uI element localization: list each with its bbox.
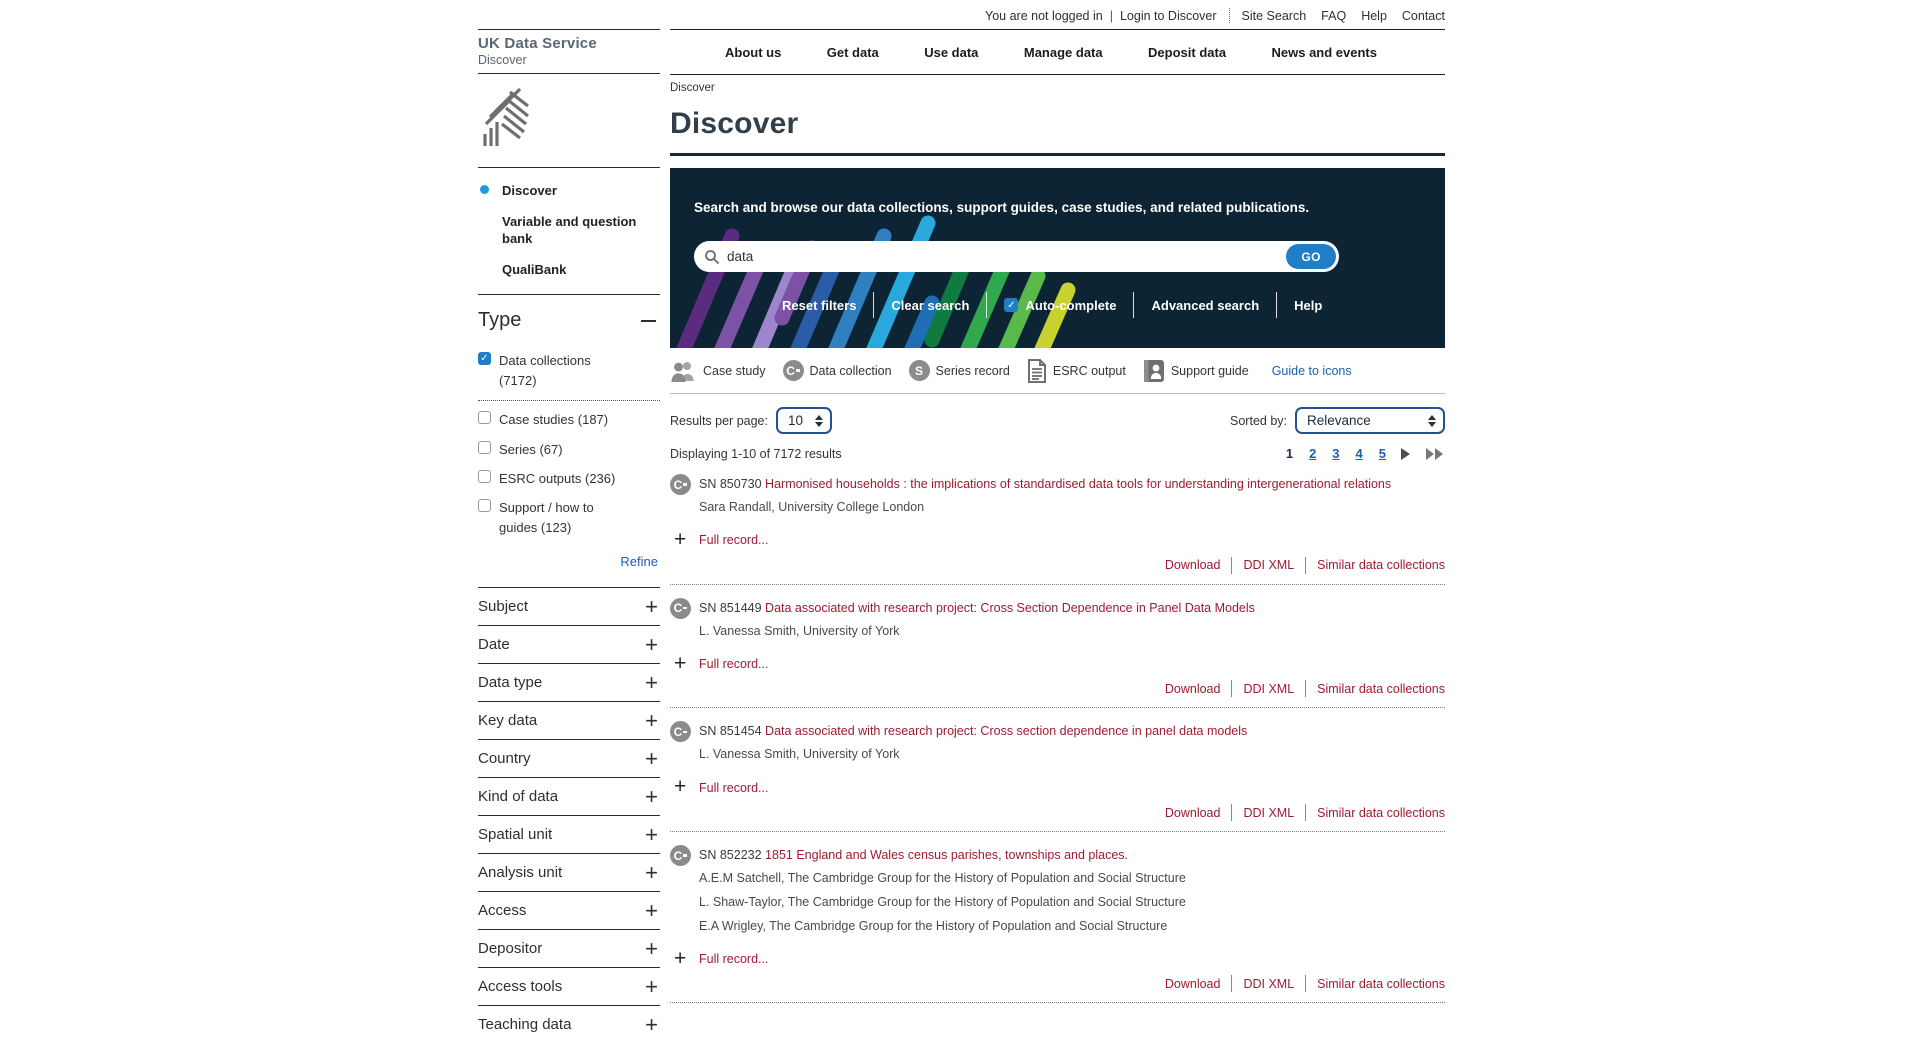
- page-title: Discover: [670, 107, 799, 140]
- checkbox-checked-icon[interactable]: ✓: [478, 352, 491, 365]
- go-button[interactable]: GO: [1286, 244, 1336, 269]
- accordion-access[interactable]: Access +: [478, 891, 660, 929]
- contact-link[interactable]: Contact: [1401, 8, 1445, 23]
- similar-collections-link[interactable]: Similar data collections: [1317, 558, 1445, 573]
- sorted-by-label: Sorted by:: [1230, 413, 1287, 428]
- main-content: [670, 29, 1445, 1043]
- expand-plus-icon: +: [645, 669, 658, 695]
- expand-plus-icon[interactable]: +: [674, 651, 687, 675]
- support-guide-icon: [1143, 359, 1165, 383]
- separator: [1305, 557, 1306, 574]
- expand-plus-icon: +: [645, 935, 658, 961]
- search-icon: [704, 249, 720, 265]
- nav-deposit-data[interactable]: Deposit data: [1148, 44, 1227, 60]
- logo-title: UK Data Service: [478, 35, 597, 52]
- study-number: SN 851449: [699, 600, 762, 615]
- filter-series[interactable]: Series (67): [478, 440, 660, 460]
- result-title-link[interactable]: Harmonised households : the implications of standardised data tools for understanding intergenerational relations: [765, 477, 1392, 491]
- accordion-subject[interactable]: Subject +: [478, 587, 660, 625]
- sidebar-nav: [478, 168, 660, 294]
- legend-case-study: Case study: [670, 359, 766, 383]
- ddi-xml-link[interactable]: DDI XML: [1243, 558, 1295, 573]
- result-authors: A.E.M Satchell, The Cambridge Group for the History of Population and Social Structure: [699, 871, 1186, 886]
- esrc-output-icon: [1027, 359, 1047, 383]
- refine-link[interactable]: Refine: [620, 554, 658, 570]
- result-item: [670, 708, 1445, 832]
- page-4-link[interactable]: 4: [1355, 446, 1363, 461]
- result-authors: Sara Randall, University College London: [699, 500, 925, 514]
- page-current: 1: [1285, 446, 1294, 461]
- results-per-page-select[interactable]: 10: [776, 407, 832, 434]
- stepper-arrows-icon: [815, 415, 823, 427]
- accordion-spatial-unit[interactable]: Spatial unit +: [478, 815, 660, 853]
- expand-plus-icon: +: [645, 745, 658, 771]
- expand-plus-icon: +: [645, 1011, 658, 1037]
- result-title-link[interactable]: 1851 England and Wales census parishes, townships and places.: [765, 848, 1129, 863]
- nav-get-data[interactable]: Get data: [826, 44, 879, 60]
- expand-plus-icon: +: [645, 973, 658, 999]
- stepper-arrows-icon: [1428, 415, 1436, 427]
- accordion-teaching-data[interactable]: Teaching data +: [478, 1005, 660, 1043]
- breadcrumb[interactable]: Discover: [670, 82, 715, 94]
- separator: [1231, 680, 1232, 697]
- accordion-key-data[interactable]: Key data +: [478, 701, 660, 739]
- page-5-link[interactable]: 5: [1378, 446, 1386, 461]
- legend-support-guide: Support guide: [1143, 359, 1249, 383]
- accordion-analysis-unit[interactable]: Analysis unit +: [478, 853, 660, 891]
- expand-plus-icon[interactable]: +: [674, 527, 687, 551]
- logo-subtitle: Discover: [478, 53, 527, 67]
- type-panel-title: Type: [478, 309, 522, 332]
- separator: [1305, 680, 1306, 697]
- login-status-text: You are not logged in: [985, 8, 1103, 23]
- ddi-xml-link[interactable]: DDI XML: [1243, 976, 1295, 991]
- full-record-link[interactable]: Full record...: [699, 780, 769, 795]
- filter-support-guides[interactable]: Support / how to guides (123): [478, 498, 660, 538]
- expand-plus-icon: +: [645, 631, 658, 657]
- result-authors: L. Vanessa Smith, University of York: [699, 747, 900, 762]
- accordion-country[interactable]: Country +: [478, 739, 660, 777]
- expand-plus-icon: +: [645, 593, 658, 619]
- expand-plus-icon[interactable]: +: [674, 775, 687, 799]
- result-item: [670, 832, 1445, 1003]
- guide-to-icons-link[interactable]: Guide to icons: [1271, 363, 1352, 378]
- help-link[interactable]: Help: [1361, 8, 1387, 23]
- download-link[interactable]: Download: [1164, 805, 1221, 820]
- dotted-separator: [1229, 8, 1230, 23]
- accordion-date[interactable]: Date +: [478, 625, 660, 663]
- sidebar-item-qualibank[interactable]: QualiBank: [502, 261, 567, 277]
- separator: [1133, 292, 1134, 318]
- accordion-access-tools[interactable]: Access tools +: [478, 967, 660, 1005]
- dotted-divider: [478, 400, 660, 401]
- full-record-link[interactable]: Full record...: [699, 533, 769, 548]
- type-filter-panel: [478, 295, 660, 587]
- separator: |: [1109, 8, 1113, 23]
- result-item: [670, 461, 1445, 585]
- last-page-icon[interactable]: [1425, 447, 1445, 461]
- sidebar: [478, 29, 660, 1043]
- filter-case-studies[interactable]: Case studies (187): [478, 410, 660, 430]
- nav-use-data[interactable]: Use data: [924, 44, 979, 60]
- study-number: SN 850730: [699, 477, 762, 491]
- nav-news-events[interactable]: News and events: [1271, 44, 1377, 60]
- results-per-page-label: Results per page:: [670, 413, 768, 428]
- checkbox-icon[interactable]: [478, 441, 491, 454]
- separator: [873, 292, 874, 318]
- sorted-by-select[interactable]: Relevance: [1295, 407, 1445, 434]
- data-collection-icon: C: [783, 360, 804, 381]
- page-3-link[interactable]: 3: [1332, 446, 1340, 461]
- similar-collections-link[interactable]: Similar data collections: [1317, 681, 1445, 696]
- separator: [1231, 804, 1232, 821]
- download-link[interactable]: Download: [1164, 976, 1221, 991]
- divider: [478, 73, 660, 74]
- search-bar: [694, 241, 1339, 272]
- separator: [1231, 975, 1232, 992]
- nav-about-us[interactable]: About us: [725, 44, 782, 60]
- site-search-link[interactable]: Site Search: [1241, 8, 1307, 23]
- data-collection-icon: C: [670, 474, 691, 495]
- accordion-depositor[interactable]: Depositor +: [478, 929, 660, 967]
- full-record-link[interactable]: Full record...: [699, 656, 769, 671]
- expand-plus-icon: +: [645, 821, 658, 847]
- data-collection-icon: C: [670, 845, 691, 866]
- expand-plus-icon: +: [645, 707, 658, 733]
- expand-plus-icon[interactable]: +: [674, 946, 687, 970]
- checkbox-icon[interactable]: [478, 411, 491, 424]
- expand-plus-icon: +: [645, 859, 658, 885]
- study-number: SN 851454: [699, 724, 762, 739]
- advanced-search-link[interactable]: Advanced search: [1151, 297, 1260, 313]
- accordion-data-type[interactable]: Data type +: [478, 663, 660, 701]
- help-link-banner[interactable]: Help: [1294, 297, 1323, 313]
- result-title-link[interactable]: Data associated with research project: Cross section dependence in panel data models: [765, 724, 1248, 739]
- expand-plus-icon: +: [645, 897, 658, 923]
- logo[interactable]: [478, 30, 660, 73]
- nav-manage-data[interactable]: Manage data: [1023, 44, 1103, 60]
- study-number: SN 852232: [699, 848, 762, 863]
- result-item: [670, 585, 1445, 709]
- case-study-icon: [670, 359, 697, 383]
- banner-tagline: Search and browse our data collections, support guides, case studies, and related publications.: [694, 200, 1310, 215]
- filter-esrc-outputs[interactable]: ESRC outputs (236): [478, 469, 660, 489]
- autocomplete-toggle[interactable]: ✓ Auto-complete: [1004, 298, 1116, 313]
- faq-link[interactable]: FAQ: [1321, 8, 1347, 23]
- legend-data-collection: C Data collection: [783, 360, 892, 381]
- data-collection-icon: C: [670, 598, 691, 619]
- sidebar-item-variable-question-bank[interactable]: Variable and question bank: [502, 213, 637, 247]
- checkbox-icon[interactable]: [478, 470, 491, 483]
- reset-filters-link[interactable]: Reset filters: [782, 297, 857, 313]
- legend-esrc-output: ESRC output: [1027, 359, 1126, 383]
- sidebar-item-discover[interactable]: Discover: [478, 182, 660, 200]
- result-authors: E.A Wrigley, The Cambridge Group for the History of Population and Social Structure: [699, 918, 1168, 933]
- pagination: [1270, 446, 1445, 461]
- results-count-text: Displaying 1-10 of 7172 results: [670, 446, 842, 461]
- result-title-link[interactable]: Data associated with research project: Cross Section Dependence in Panel Data Models: [765, 600, 1255, 615]
- search-input[interactable]: [725, 248, 1286, 265]
- separator: [1305, 804, 1306, 821]
- primary-nav: [670, 29, 1445, 75]
- collapse-minus-icon[interactable]: [641, 320, 656, 322]
- ddi-xml-link[interactable]: DDI XML: [1243, 681, 1295, 696]
- data-collection-icon: C: [670, 721, 691, 742]
- top-utility-bar: [478, 8, 1445, 23]
- search-banner: [670, 168, 1445, 348]
- title-rule: [670, 153, 1445, 156]
- accordion-kind-of-data[interactable]: Kind of data +: [478, 777, 660, 815]
- page-2-link[interactable]: 2: [1309, 446, 1317, 461]
- ukds-cube-logo-icon: [480, 84, 660, 153]
- similar-collections-link[interactable]: Similar data collections: [1317, 976, 1445, 991]
- next-page-icon[interactable]: [1400, 447, 1411, 461]
- result-authors: L. Vanessa Smith, University of York: [699, 623, 900, 638]
- clear-search-link[interactable]: Clear search: [891, 297, 970, 313]
- separator: [1305, 975, 1306, 992]
- active-bullet-icon: [480, 185, 489, 194]
- result-authors: L. Shaw-Taylor, The Cambridge Group for the History of Population and Social Structure: [699, 894, 1186, 909]
- filter-data-collections[interactable]: ✓ Data collections (7172): [478, 351, 660, 391]
- similar-collections-link[interactable]: Similar data collections: [1317, 805, 1445, 820]
- ddi-xml-link[interactable]: DDI XML: [1243, 805, 1295, 820]
- download-link[interactable]: Download: [1164, 681, 1221, 696]
- separator: [1231, 557, 1232, 574]
- legend-series-record: S Series record: [909, 360, 1010, 381]
- icon-legend: [670, 348, 1445, 394]
- expand-plus-icon: +: [645, 783, 658, 809]
- full-record-link[interactable]: Full record...: [699, 952, 769, 967]
- checkbox-checked-icon[interactable]: ✓: [1004, 298, 1018, 312]
- series-record-icon: S: [909, 360, 930, 381]
- separator: [1276, 292, 1277, 318]
- separator: [986, 292, 987, 318]
- login-link[interactable]: Login to Discover: [1119, 8, 1217, 23]
- download-link[interactable]: Download: [1164, 558, 1221, 573]
- checkbox-icon[interactable]: [478, 499, 491, 512]
